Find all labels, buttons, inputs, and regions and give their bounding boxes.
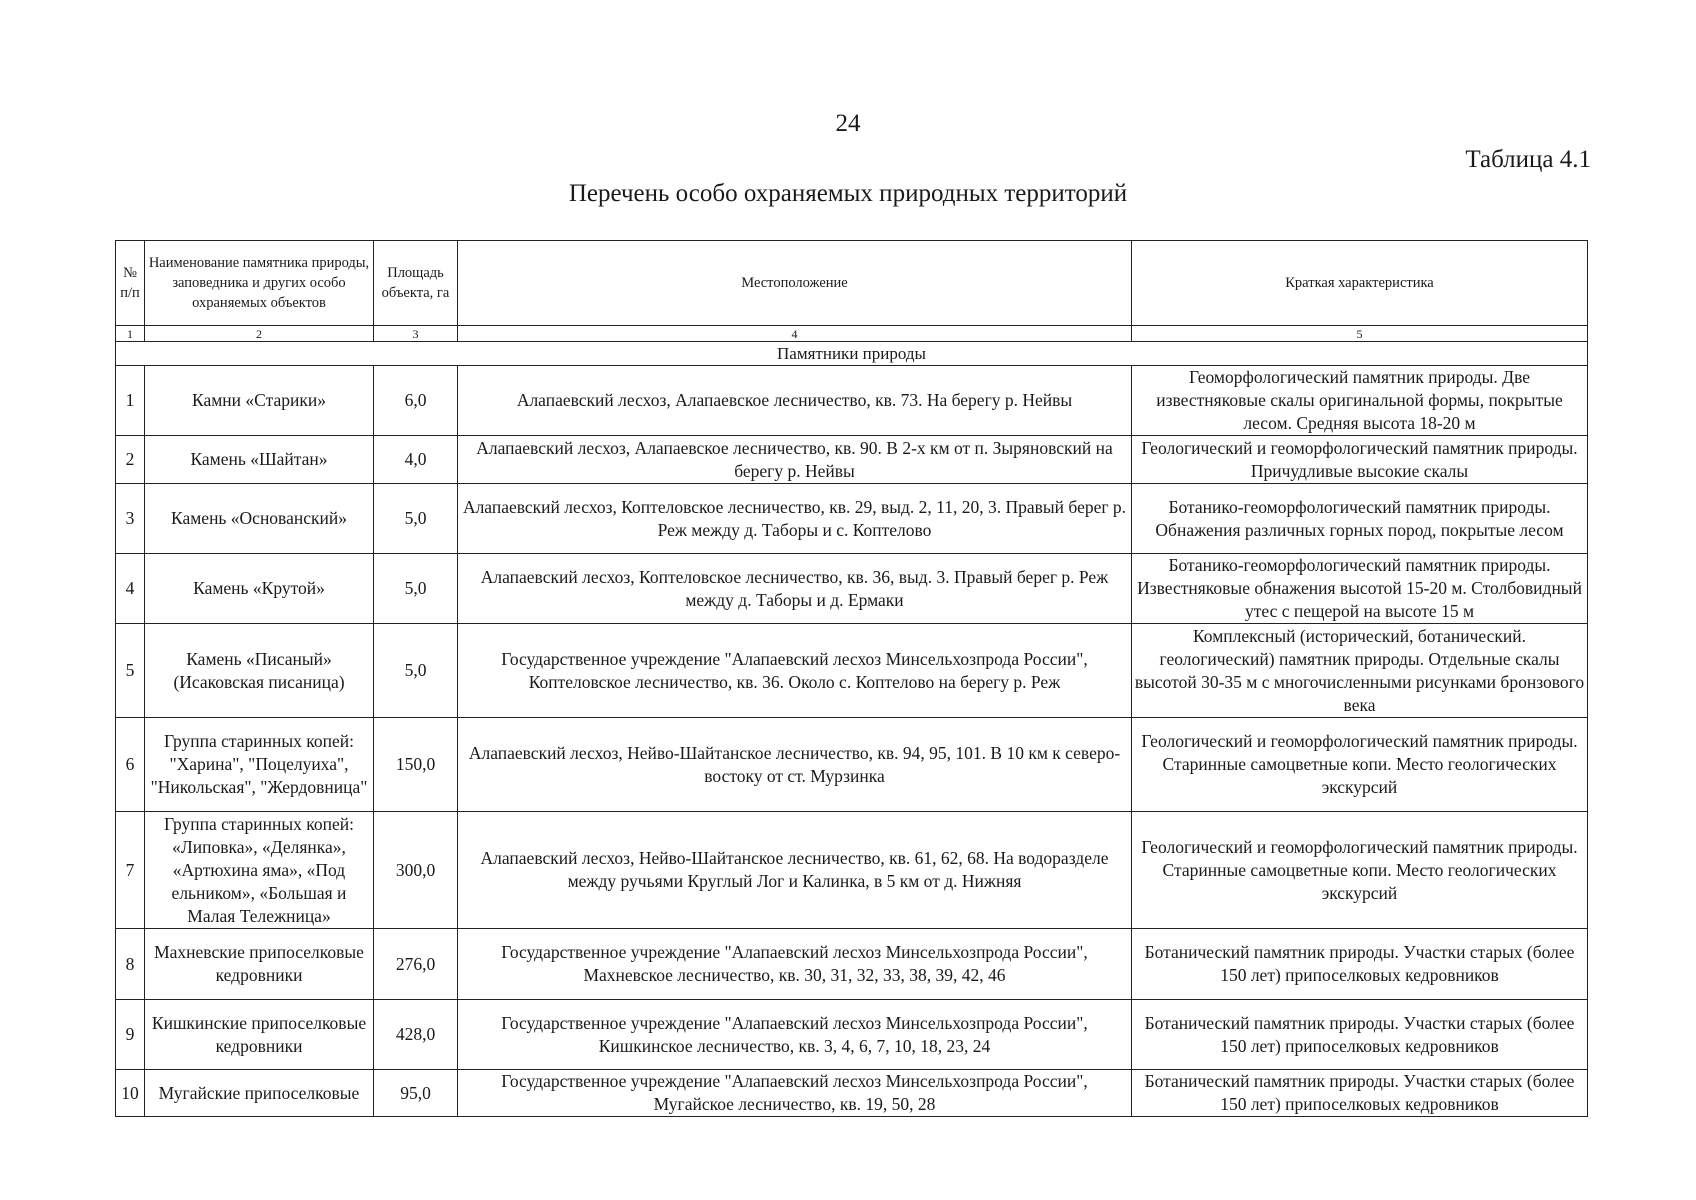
row-name: Группа старинных копей: «Липовка», «Делянка», «Артюхина яма», «Под ельником», «Большая и Малая Тележница» xyxy=(145,812,374,929)
row-number: 9 xyxy=(116,1000,145,1070)
row-location: Алапаевский лесхоз, Алапаевское лесничество, кв. 73. На берегу р. Нейвы xyxy=(458,366,1132,436)
document-title: Перечень особо охраняемых природных территорий xyxy=(568,180,1128,207)
row-area: 5,0 xyxy=(374,484,458,554)
table-row xyxy=(116,554,1588,624)
row-description: Ботанико-геоморфологический памятник природы. Известняковые обнажения высотой 15-20 м. Столбовидный утес с пещерой на высоте 15 м xyxy=(1132,554,1588,624)
row-description: Ботанический памятник природы. Участки старых (более 150 лет) припоселковых кедровников xyxy=(1132,1000,1588,1070)
column-number-row xyxy=(116,326,1588,342)
row-name: Группа старинных копей: "Харина", "Поцелуиха", "Никольская", "Жердовница" xyxy=(145,718,374,812)
row-area: 300,0 xyxy=(374,812,458,929)
row-name: Мугайские припоселковые xyxy=(145,1070,374,1117)
row-name: Махневские припоселковые кедровники xyxy=(145,929,374,1000)
section-title: Памятники природы xyxy=(116,342,1588,366)
row-description: Ботанико-геоморфологический памятник природы. Обнажения различных горных пород, покрытые лесом xyxy=(1132,484,1588,554)
row-area: 4,0 xyxy=(374,436,458,484)
table-row xyxy=(116,436,1588,484)
row-area: 95,0 xyxy=(374,1070,458,1117)
row-number: 1 xyxy=(116,366,145,436)
row-description: Ботанический памятник природы. Участки старых (более 150 лет) припоселковых кедровников xyxy=(1132,929,1588,1000)
table-row xyxy=(116,812,1588,929)
row-name: Камни «Старики» xyxy=(145,366,374,436)
header-description: Краткая характеристика xyxy=(1132,241,1588,326)
table-row xyxy=(116,929,1588,1000)
row-area: 276,0 xyxy=(374,929,458,1000)
row-location: Алапаевский лесхоз, Коптеловское лесничество, кв. 29, выд. 2, 11, 20, 3. Правый берег р. Реж между д. Таборы и с. Коптелово xyxy=(458,484,1132,554)
row-area: 5,0 xyxy=(374,554,458,624)
row-number: 5 xyxy=(116,624,145,718)
row-number: 8 xyxy=(116,929,145,1000)
table-header-row xyxy=(116,241,1588,326)
row-location: Государственное учреждение "Алапаевский лесхоз Минсельхозпрода России", Коптеловское лесничество, кв. 36. Около с. Коптелово на берегу р. Реж xyxy=(458,624,1132,718)
row-name: Кишкинские припоселковые кедровники xyxy=(145,1000,374,1070)
row-number: 3 xyxy=(116,484,145,554)
row-location: Алапаевский лесхоз, Коптеловское лесничество, кв. 36, выд. 3. Правый берег р. Реж между д. Таборы и д. Ермаки xyxy=(458,554,1132,624)
column-number: 5 xyxy=(1132,326,1588,342)
section-row xyxy=(116,342,1588,366)
row-location: Государственное учреждение "Алапаевский лесхоз Минсельхозпрода России", Мугайское лесничество, кв. 19, 50, 28 xyxy=(458,1070,1132,1117)
row-name: Камень «Крутой» xyxy=(145,554,374,624)
table-label: Таблица 4.1 xyxy=(1465,146,1591,173)
row-location: Алапаевский лесхоз, Алапаевское лесничество, кв. 90. В 2-х км от п. Зыряновский на берегу р. Нейвы xyxy=(458,436,1132,484)
row-location: Алапаевский лесхоз, Нейво-Шайтанское лесничество, кв. 94, 95, 101. В 10 км к северо-востоку от ст. Мурзинка xyxy=(458,718,1132,812)
row-description: Комплексный (исторический, ботанический. геологический) памятник природы. Отдельные скалы высотой 30-35 м с многочисленными рисунками бронзового века xyxy=(1132,624,1588,718)
table-row xyxy=(116,484,1588,554)
row-number: 10 xyxy=(116,1070,145,1117)
header-area: Площадь объекта, га xyxy=(374,241,458,326)
row-number: 4 xyxy=(116,554,145,624)
page-number: 24 xyxy=(835,110,861,137)
table-row xyxy=(116,624,1588,718)
row-area: 428,0 xyxy=(374,1000,458,1070)
row-area: 150,0 xyxy=(374,718,458,812)
table-row xyxy=(116,366,1588,436)
header-location: Местоположение xyxy=(458,241,1132,326)
row-area: 5,0 xyxy=(374,624,458,718)
row-number: 2 xyxy=(116,436,145,484)
row-number: 7 xyxy=(116,812,145,929)
header-number: № п/п xyxy=(116,241,145,326)
column-number: 4 xyxy=(458,326,1132,342)
header-name: Наименование памятника природы, заповедника и других особо охраняемых объектов xyxy=(145,241,374,326)
row-description: Геологический и геоморфологический памятник природы. Старинные самоцветные копи. Место геологических экскурсий xyxy=(1132,718,1588,812)
table-row xyxy=(116,1070,1588,1117)
row-description: Геологический и геоморфологический памятник природы. Причудливые высокие скалы xyxy=(1132,436,1588,484)
column-number: 3 xyxy=(374,326,458,342)
column-number: 2 xyxy=(145,326,374,342)
table-row xyxy=(116,1000,1588,1070)
row-description: Ботанический памятник природы. Участки старых (более 150 лет) припоселковых кедровников xyxy=(1132,1070,1588,1117)
row-name: Камень «Писаный» (Исаковская писаница) xyxy=(145,624,374,718)
column-number: 1 xyxy=(116,326,145,342)
row-location: Алапаевский лесхоз, Нейво-Шайтанское лесничество, кв. 61, 62, 68. На водоразделе между ручьями Круглый Лог и Калинка, в 5 км от д. Нижняя xyxy=(458,812,1132,929)
row-name: Камень «Основанский» xyxy=(145,484,374,554)
row-location: Государственное учреждение "Алапаевский лесхоз Минсельхозпрода России", Кишкинское лесничество, кв. 3, 4, 6, 7, 10, 18, 23, 24 xyxy=(458,1000,1132,1070)
row-location: Государственное учреждение "Алапаевский лесхоз Минсельхозпрода России", Махневское лесничество, кв. 30, 31, 32, 33, 38, 39, 42, 46 xyxy=(458,929,1132,1000)
row-number: 6 xyxy=(116,718,145,812)
protected-areas-table xyxy=(115,240,1588,1117)
row-description: Геологический и геоморфологический памятник природы. Старинные самоцветные копи. Место геологических экскурсий xyxy=(1132,812,1588,929)
table-row xyxy=(116,718,1588,812)
row-description: Геоморфологический памятник природы. Две известняковые скалы оригинальной формы, покрытые лесом. Средняя высота 18-20 м xyxy=(1132,366,1588,436)
row-area: 6,0 xyxy=(374,366,458,436)
row-name: Камень «Шайтан» xyxy=(145,436,374,484)
